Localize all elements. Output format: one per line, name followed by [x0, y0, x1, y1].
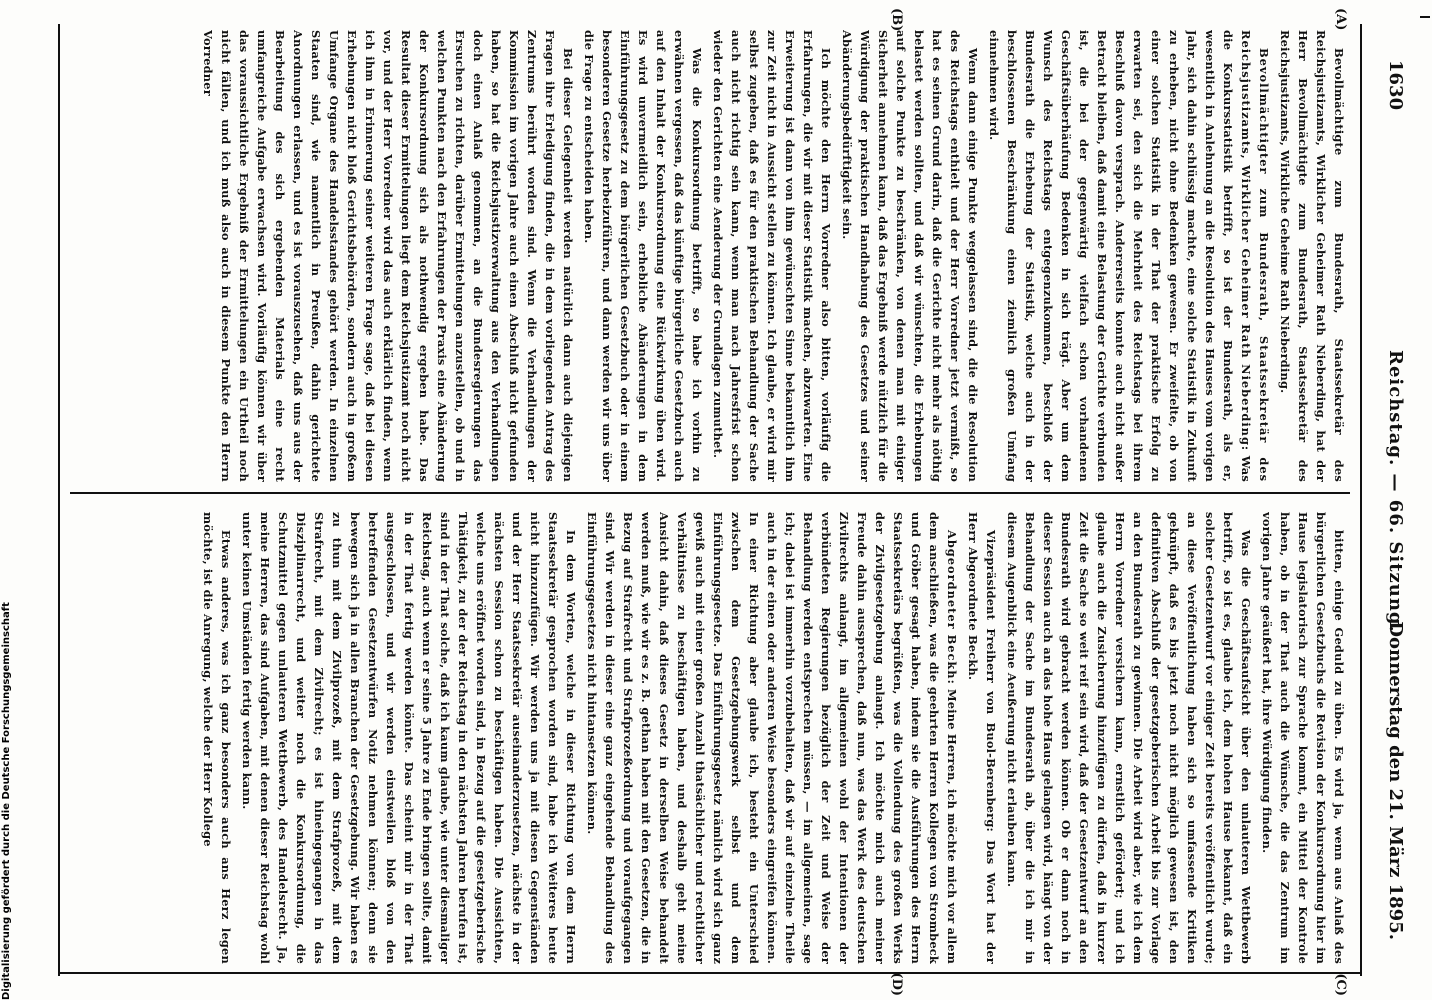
text-column-left — [72, 30, 1348, 482]
right-paragraph — [238, 512, 580, 964]
frame-line-top — [1360, 24, 1362, 976]
paragraph-text: Etwas anderes, was ich ganz besonders auch ans Herz legen möchte, ist die Anregung, welche der Herr Kollege — [201, 512, 233, 964]
margin-mark-c: (C) — [1333, 973, 1348, 996]
frame-line-bottom — [58, 24, 60, 976]
running-title: Reichstag. — 66. Sitzung. — [1385, 350, 1406, 633]
session-date: Donnerstag den 21. März 1895. — [1385, 621, 1406, 940]
paragraph-text: Bevollmächtigte zum Bundesrath, Staatssekretär des Reichsjustizamts, Wirklicher Geheimer Rath Nieberding, hat der Herr Bevollmächtigte zum Bundesrath, Staatssekretär des Reichsjustizamts, Wirkliche Geheime Rath Nieberding. — [1278, 30, 1346, 482]
left-paragraph — [580, 30, 706, 482]
page-number: 1630 — [1385, 60, 1406, 111]
right-paragraph — [199, 512, 235, 964]
margin-mark-d: (D) — [889, 972, 904, 996]
left-paragraph — [709, 30, 835, 482]
digitization-credit — [0, 600, 14, 1000]
paragraph-text: Wenn dann einige Punkte weggelassen sind, die die Resolution des Reichstags enthielt und der Herr Vorredner jetzt vermißt, so hat es seinen Grund darin, daß die Gerichte nicht mehr als nöthig belastet werden sollten, und daß wir wünschten, die Erhebungen auf solche Punkte zu beschränken, von denen man mit einiger Sicherheit annehmen kann, daß das Ergebniß werde nützlich für die Würdigung der praktischen Handhabung des Gesetzes und seiner Abänderungsbedürftigkeit sein. — [840, 30, 980, 482]
paragraph-text: Was die Konkursstatistik betrifft, so ist der Bundesrath, als er, wesentlich in Anlehnung an die Resolution des Hauses vom vorigen Jahr, sich dahin schlüssig machte, eine solche Statistik in Zukunft zu erheben, nicht ohne Bedenken gewesen. Er zweifelte, ob von einer solchen Statistik in der That der praktische Erfolg zu erwarten sei, den sich die Mehrheit des Reichstags bei ihrem Beschluß davon versprach. Andererseits konnte auch nicht außer Betracht bleiben, daß damit eine Belastung der Gerichte verbunden ist, die bei der gegenwärtig vielfach schon vorhandenen Geschäftsüberhäufung Bedenken in sich trägt. Aber um dem Wunsch des Reichstags entgegenzukommen, beschloß der Bundesrath die Erhebung der Statistik, welche auch in der beschlossenen Beschränkung einen ziemlich großen Umfang einnehmen wird. — [987, 30, 1253, 482]
paragraph-text: Bei dieser Gelegenheit werden natürlich dann auch diejenigen Fragen ihre Erledigung finden, die in dem vorliegenden Antrag des Zentrums berührt worden sind. Wenn die Verhandlungen der Kommission im vorigen Jahre auch einen Abschluß nicht gefunden haben, so hat die Reichsjustizverwaltung aus den Verhandlungen doch einen Anlaß genommen, an die Bundesregierungen das Ersuchen zu richten, darüber Ermittelungen anzustellen, ob und in welchen Punkten nach den Erfahrungen der Praxis eine Abänderung der Konkursordnung sich als nothwendig ergeben habe. Das Resultat dieser Ermittelungen liegt dem Reichsjustizamt noch nicht vor, und der Herr Vorredner wird das auch erklärlich finden, wenn ich ihm in Erinnerung seiner weiteren Frage sage, daß bei diesen Erhebungen nicht bloß Gerichtsbehörden, sondern auch in großem Umfange Organe des Handelsstandes gehört werden. In einzelnen Staaten sind, wie namentlich in Preußen, dahin gerichtete Anordnungen erlassen, und es ist vorauszusehen, daß uns aus der Bearbeitung des sich ergebenden Materials eine recht umfangreiche Aufgabe erwachsen wird. Vorläufig können wir über das voraussichtliche Ergebniß der Ermittelungen ein Urtheil noch nicht fällen, und ich muß also auch in diesem Punkte den Herrn Vorredner — [201, 30, 575, 482]
right-paragraph — [583, 512, 961, 964]
margin-mark-b: (B) — [889, 8, 904, 32]
right-paragraph — [964, 512, 1000, 964]
frame-line-right — [58, 972, 1362, 974]
left-paragraph — [1276, 30, 1348, 482]
paragraph-text: bitten, einige Geduld zu üben. Es wird ja, wenn aus Anlaß des bürgerlichen Gesetzbuchs die Revision der Konkursordnung hier im Hause legislatorisch zur Sprache kommt, ein Mittel der Kontrole haben, ob in der That auch die Wünsche, die das Zentrum im vorigen Jahre geäußert hat, ihre Würdigung finden. — [1260, 512, 1346, 964]
paragraph-text: In dem Worten, welche in dieser Richtung von dem Herrn Staatssekretär gesprochen worden sind, habe ich Weiteres heute nicht hinzuzufügen. Wir werden uns ja mit diesen Gegenständen und der Herr Staatssekretär auseinanderzusetzen, nächste in der nächsten Session schon zu beschäftigen haben. Die Aussichten, welche uns eröffnet worden sind, in Bezug auf die gesetzgeberische Thätigkeit, zu der der Reichstag in den nächsten Jahren berufen ist, sind in der That solche, daß ich kaum glaube, wie unter diesmaliger Reichstag, auch wenn er seine 5 Jahre zu Ende bringen sollte, damit in der That fertig werden könnte. Das scheint mir in der That ausgeschlossen, und wir werden einstweilen bloß von den betreffenden Gesetzentwürfen Notiz nehmen können; denn sie bewegen sich ja in allen Branchen der Gesetzgebung. Wir haben es zu thun mit dem Zivilprozeß, mit dem Strafprozeß, mit dem Strafrecht, mit dem Zivilrecht; es ist hineingegangen in das Disziplinarrecht, und weiter noch die Konkursordnung, die Schutzmittel gegen unlauteren Wettbewerb, des Handelsrecht. Ja, meine Herren, das sind Aufgaben, mit denen dieser Reichstag wohl unter keinen Umständen fertig werden kann. — [240, 512, 578, 964]
paragraph-text: Was die Konkursordnung betrifft, so habe ich vorhin zu erwähnen vergessen, daß das künftige bürgerliche Gesetzbuch auch auf den Inhalt der Konkursordnung eine Rückwirkung üben wird. Es wird unvermeidlich sein, erhebliche Abänderungen in dem Einführungsgesetz zu dem bürgerlichen Gesetzbuch oder in einem besonderen Gesetze herbeizuführen, und dann werden wir uns über die Frage zu entscheiden haben. — [582, 30, 704, 482]
speaker-name: Bevollmächtigter zum Bundesrath, Staatssekretär des Reichsjustizamts, Wirklicher Geheimer Rath Nieberding: — [1239, 30, 1271, 482]
left-paragraph — [985, 30, 1273, 482]
left-paragraph — [838, 30, 982, 482]
margin-mark-a: (A) — [1333, 8, 1348, 31]
column-divider — [70, 492, 1350, 494]
right-paragraph — [1003, 512, 1255, 964]
credit-text: Digitalisierung gefördert durch die Deutsche Forschungsgemeinschaft — [1, 602, 12, 1000]
paragraph-text: Ich möchte den Herrn Vorredner also bitten, vorläufig die Erfahrungen, die wir mit dieser Statistik machen, abzuwarten. Eine Erweiterung ist dann von ihm gewünschten Sinne bekanntlich ihm zur Zeit nicht in Aussicht stellen zu können. Ich glaube, er wird mir selbst zugeben, daß es für den praktischen Behandlung der Sache auch nicht richtig sein kann, wenn man nach Jahresfrist schon wieder den Gerichten eine Aenderung der Grundlagen zumuthet. — [711, 30, 833, 482]
right-paragraph — [1258, 512, 1348, 964]
left-paragraph — [199, 30, 577, 482]
paragraph-text: Was die Geschäftsaufsicht über den unlauteren Wettbewerb betrifft, so ist es, glaube ich, dem hohen Hause bekannt, daß ein solcher Gesetzentwurf vor einiger Zeit bereits veröffentlicht wurde; an diese Veröffentlichung haben sich so umfassende Kritiken geknüpft, daß es bis jetzt noch nicht möglich gewesen ist, den definitiven Abschluß der gesetzgeberischen Arbeit bis zur Vorlage an den Bundesrath zu gewinnen. Die Arbeit wird aber, wie ich dem Herrn Vorredner versichern kann, ernstlich gefördert; und ich glaube auch die Zusicherung hinzufügen zu dürfen, daß in kurzer Zeit die Sache so weit reif sein wird, daß der Gesetzentwurf an den Bundesrath wird gebracht werden können. Ob er dann noch in dieser Session auch an das hohe Haus gelangen wird, hängt von der Behandlung der Sache im Bundesrath ab, über die ich mir in diesem Augenblick eine Aeußerung nicht erlauben kann. — [1005, 512, 1253, 964]
paragraph-text: Vizepräsident Freiherr von Buol-Berenberg: Das Wort hat der Herr Abgeordnete Beckh. — [966, 512, 998, 964]
paragraph-text: Meine Herren, ich möchte mich vor allem dem anschließen, was die geehrten Herren Kollegen von Strombeck und Gröber gesagt haben, indem sie die Ausführungen des Herrn Staatssekretärs begrüßten, was die Vollendung des großen Werks der Zivilgesetzgebung anlangt. Ich möchte mich auch meiner Freude dahin aussprechen, daß nun, was das Werk des deutschen Zivilrechts anlangt, im allgemeinen wohl der Intentionen der verbündeten Regierungen bezüglich der Zeit und Weise der Behandlung werden entsprechen müssen, — im allgemeinen, sage ich; dabei ist immerhin vorzubehalten, daß wir auf einzelne Theile auch in der einen oder anderen Weise besonders eingreifen können. In einer Richtung aber glaube ich, besteht ein Unterschied zwischen dem Gesetzgebungswerk selbst und dem Einführungsgesetze. Das Einführungsgesetz nämlich wird sich ganz gewiß auch mit einer großen Anzahl thatsächlicher und rechtlicher Verhältnisse zu beschäftigen haben, und deshalb geht meine Ansicht dahin, daß dieses Gesetz in derselben Weise behandelt werden muß, wie wir es z. B. gethan haben mit den Gesetzen, die in Bezug auf Strafrecht und Strafprozeßordnung und voraufgegangen sind. Wir werden in dieser eine ganz eingehende Behandlung des Einführungsgesetzes nicht hintansetzen können. — [585, 512, 959, 964]
text-column-right — [72, 512, 1348, 964]
page-header — [1372, 60, 1422, 940]
speaker-name: Abgeordneter Beckh: — [945, 530, 959, 685]
scan-tick-mark — [1420, 16, 1430, 18]
